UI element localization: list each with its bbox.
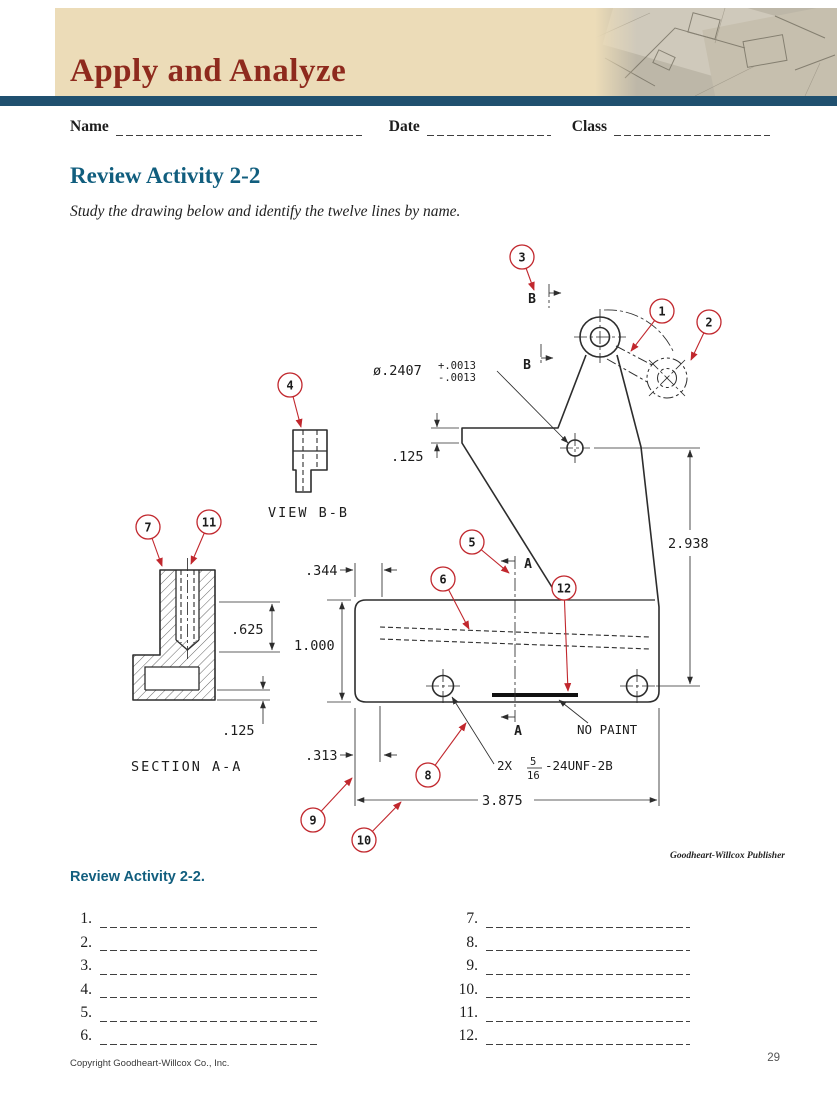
answer-blank-5[interactable]: [100, 1006, 318, 1022]
answer-number: 11.: [459, 1003, 478, 1021]
answer-column-left: [70, 905, 318, 1045]
answer-number: 12.: [458, 1027, 478, 1045]
answer-blank-9[interactable]: [486, 959, 690, 975]
dim-section-wall-text: .125: [222, 723, 255, 739]
answer-number: 6.: [80, 1027, 92, 1045]
dim-base-height-text: 1.000: [294, 638, 335, 654]
answer-row: [70, 975, 318, 998]
callout-5: [460, 530, 509, 573]
section-a-a-view: [131, 558, 280, 775]
answer-blank-3[interactable]: [100, 959, 318, 975]
note-no-paint: [559, 700, 638, 737]
publisher-credit: Goodheart-Willcox Publisher: [670, 851, 785, 861]
section-a-a-label: SECTION A-A: [131, 759, 243, 775]
dim-edge-offset-text: .313: [305, 748, 338, 764]
answer-blank-11[interactable]: [486, 1006, 690, 1022]
thread-suffix-text: -24UNF-2B: [545, 758, 613, 773]
date-label: Date: [388, 118, 420, 135]
callout-6: [431, 567, 469, 629]
view-b-b: [268, 430, 349, 521]
note-thread: [452, 697, 613, 782]
dim-step-text: .125: [391, 449, 424, 465]
page-number: 29: [767, 1052, 780, 1064]
answer-blank-7[interactable]: [486, 912, 690, 928]
datum-a-top: A: [524, 557, 532, 572]
answer-row: [70, 1022, 318, 1045]
answer-row: [70, 952, 318, 975]
cutting-plane-a: [501, 556, 532, 739]
view-b-b-label: VIEW B-B: [268, 505, 350, 521]
no-paint-text: NO PAINT: [577, 722, 638, 737]
answer-row: [450, 1022, 690, 1045]
answer-blank-2[interactable]: [100, 936, 318, 952]
svg-text:3: 3: [518, 250, 526, 265]
answer-row: [70, 928, 318, 951]
callout-10: [352, 802, 401, 852]
svg-text:1: 1: [658, 304, 666, 319]
svg-text:5: 5: [468, 535, 476, 550]
answer-row: [450, 999, 690, 1022]
answer-column-right: [450, 905, 690, 1045]
technical-drawing: [0, 235, 837, 855]
thread-frac-den-text: 16: [527, 770, 540, 782]
answer-row: [450, 928, 690, 951]
svg-text:10: 10: [356, 833, 372, 848]
svg-text:6: 6: [439, 572, 447, 587]
callout-9: [301, 778, 352, 832]
class-label: Class: [571, 118, 608, 135]
dim-overall-width-text: 3.875: [482, 793, 523, 809]
answer-number: 7.: [466, 910, 478, 928]
svg-text:9: 9: [309, 813, 317, 828]
answer-blank-10[interactable]: [486, 983, 690, 999]
name-label: Name: [70, 118, 109, 135]
student-fields: [70, 118, 780, 136]
answer-number: 2.: [80, 933, 92, 951]
answer-blank-6[interactable]: [100, 1029, 318, 1045]
callout-2: [691, 310, 721, 360]
answer-number: 4.: [80, 980, 92, 998]
answer-blank-4[interactable]: [100, 983, 318, 999]
dim-section-depth-text: .625: [231, 622, 264, 638]
thread-prefix-text: 2X: [497, 758, 513, 773]
dim-tol-minus-text: -.0013: [438, 372, 476, 384]
copyright-text: Copyright Goodheart-Willcox Co., Inc.: [70, 1058, 230, 1069]
datum-a-bottom: A: [514, 724, 522, 739]
dim-height-text: 2.938: [668, 536, 709, 552]
divider-bar: [0, 96, 837, 106]
answer-blank-1[interactable]: [100, 912, 318, 928]
thread-frac-num-text: 5: [530, 756, 537, 768]
answer-row: [450, 975, 690, 998]
answer-number: 1.: [80, 910, 92, 928]
answer-blank-12[interactable]: [486, 1029, 690, 1045]
answer-number: 9.: [466, 957, 478, 975]
activity-title: Review Activity 2-2: [70, 163, 261, 188]
callout-8: [416, 723, 466, 787]
blueprint-photo: [595, 8, 837, 96]
svg-text:2: 2: [705, 315, 713, 330]
answer-number: 3.: [80, 957, 92, 975]
svg-text:7: 7: [144, 520, 152, 535]
answer-row: [70, 999, 318, 1022]
dim-tol-plus-text: +.0013: [438, 360, 476, 372]
answer-row: [450, 952, 690, 975]
dim-offset-text: .344: [305, 563, 338, 579]
callout-3: [510, 245, 534, 290]
banner-title: Apply and Analyze: [70, 53, 347, 89]
answer-number: 5.: [80, 1003, 92, 1021]
answer-number: 8.: [466, 933, 478, 951]
name-blank[interactable]: [116, 120, 362, 136]
answers-heading: Review Activity 2-2.: [70, 869, 205, 885]
answer-blank-8[interactable]: [486, 936, 690, 952]
activity-instructions: Study the drawing below and identify the twelve lines by name.: [70, 203, 461, 220]
cutting-plane-b: [523, 284, 561, 373]
datum-b-top: B: [528, 292, 536, 307]
callout-4: [278, 373, 302, 427]
svg-text:8: 8: [424, 768, 432, 783]
class-blank[interactable]: [614, 120, 770, 136]
datum-b-bottom: B: [523, 358, 531, 373]
answer-number: 10.: [458, 980, 478, 998]
dim-hole-dia-text: ø.2407: [373, 363, 422, 379]
svg-text:12: 12: [556, 581, 572, 596]
answer-row: [450, 905, 690, 928]
svg-text:4: 4: [286, 378, 294, 393]
date-blank[interactable]: [427, 120, 551, 136]
answer-row: [70, 905, 318, 928]
svg-text:11: 11: [201, 515, 217, 530]
alternate-position-phantom: [604, 310, 687, 398]
callout-11: [191, 510, 221, 564]
page-banner: [55, 8, 837, 96]
callout-7: [136, 515, 162, 566]
